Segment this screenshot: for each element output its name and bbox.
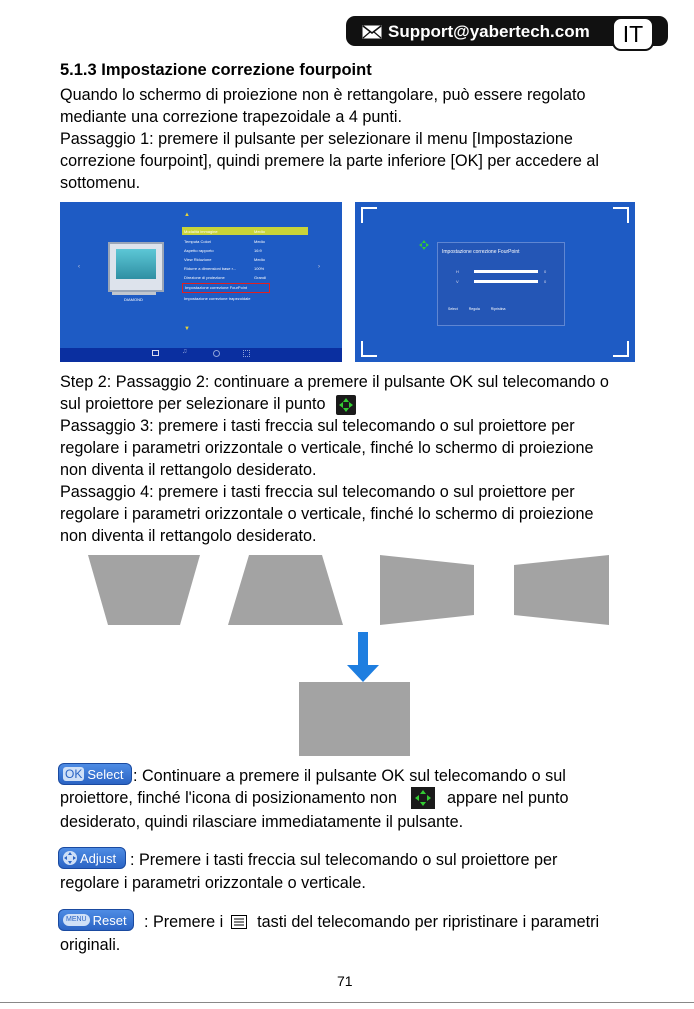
- corner-bottom-right: [613, 341, 629, 357]
- keystone-diagram: [0, 550, 694, 760]
- shape-trapezoid-narrow-left: [514, 555, 609, 625]
- down-arrow-icon[interactable]: ▼: [184, 326, 190, 332]
- arrow-shaft: [358, 632, 368, 667]
- menu-item-fourpoint[interactable]: Impostazione correzione FourPoint: [182, 283, 270, 293]
- shape-trapezoid-narrow-bottom: [88, 555, 200, 625]
- reset-label: Reset: [92, 912, 127, 928]
- h-slider[interactable]: [474, 270, 538, 273]
- shape-trapezoid-narrow-right: [380, 555, 474, 625]
- envelope-icon: [362, 25, 382, 39]
- dialog-footer: [448, 307, 505, 311]
- footer-select: Select: [448, 307, 458, 311]
- intro-line: Quando lo schermo di proiezione non è rettangolare, può essere regolato: [60, 86, 586, 104]
- intro-line: correzione fourpoint], quindi premere la parte inferiore [OK] per accedere al: [60, 152, 599, 170]
- intro-line: sottomenu.: [60, 174, 141, 192]
- step-line: Passaggio 3: premere i tasti freccia sul telecomando o sul proiettore per: [60, 417, 575, 435]
- footer-adjust: Regola: [468, 307, 480, 311]
- step-line: regolare i parametri orizzontale o verticale, finché lo schermo di proiezione: [60, 439, 594, 457]
- menu-item[interactable]: Modalità immagine Medio: [182, 227, 308, 235]
- music-icon[interactable]: ♫: [182, 348, 188, 355]
- select-desc-line3: desiderato, quindi rilasciare immediatamente il pulsante.: [60, 813, 464, 831]
- ok-key: OK: [65, 767, 83, 781]
- menu-key-label: MENU: [66, 916, 87, 923]
- language-badge: IT: [612, 17, 654, 51]
- step-line: [60, 393, 609, 415]
- step-line: Step 2: Passaggio 2: continuare a premere il pulsante OK sul telecomando o: [60, 373, 609, 391]
- right-arrow-icon[interactable]: ›: [318, 264, 320, 270]
- h-label: H: [456, 269, 459, 274]
- tv-image: [108, 242, 164, 292]
- up-arrow-icon[interactable]: ▲: [184, 212, 190, 218]
- intro-line: Passaggio 1: premere il pulsante per selezionare il menu [Impostazione: [60, 130, 573, 148]
- bottom-nav-bar: [60, 348, 342, 362]
- adjust-label: Adjust: [80, 850, 117, 866]
- fourpoint-screenshot: [355, 202, 635, 362]
- corner-bottom-left: [361, 341, 377, 357]
- adjust-desc-line2: regolare i parametri orizzontale o verticale.: [60, 874, 366, 892]
- v-label: V: [456, 279, 459, 284]
- grid-icon[interactable]: [243, 350, 250, 357]
- menu-list: Modalità immagine Medio Temputa Colori Medio Aspetto rapporto 16:9 View Riduzione Medio Ridurre a dimensioni base r... 100% Direzione di proiezione Grandi Impostazione correzione FourPoint Impostazione correzione trapezoidale: [182, 227, 312, 323]
- step-line: Passaggio 4: premere i tasti freccia sul telecomando o sul proiettore per: [60, 483, 575, 501]
- dpad-icon: [63, 851, 77, 865]
- shape-trapezoid-narrow-top: [228, 555, 343, 625]
- ok-select-button: [58, 763, 132, 785]
- down-arrow-icon: [347, 665, 379, 682]
- picture-icon[interactable]: [152, 350, 159, 356]
- step-line: regolare i parametri orizzontale o verticale, finché lo schermo di proiezione: [60, 505, 594, 523]
- support-email-text: Support@yabertech.com: [388, 22, 590, 41]
- position-icon: [336, 395, 356, 415]
- step-line: non diventa il rettangolo desiderato.: [60, 527, 317, 545]
- intro-paragraph: [60, 84, 599, 194]
- adjust-button: [58, 847, 126, 869]
- device-label: DIAMOND: [124, 297, 143, 302]
- corner-top-left: [361, 207, 377, 223]
- h-value: 0: [544, 269, 547, 274]
- page-number: 71: [337, 973, 353, 989]
- menu-icon: [231, 915, 247, 929]
- steps-block: [60, 371, 609, 547]
- adjust-desc-line1: : Premere i tasti freccia sul telecomando o sul proiettore per: [130, 851, 558, 869]
- select-desc-line1: : Continuare a premere il pulsante OK sul telecomando o sul: [133, 767, 566, 785]
- reset-desc-line2: originali.: [60, 936, 121, 954]
- footer-rule: [0, 1002, 694, 1003]
- v-value: 0: [544, 279, 547, 284]
- dialog-title: Impostazione correzione FourPoint: [442, 249, 520, 255]
- v-slider[interactable]: [474, 280, 538, 283]
- select-desc-line2: proiettore, finché l'icona di posizionamento non appare nel punto: [60, 789, 569, 807]
- menu-key: [63, 914, 90, 926]
- reset-desc-line1: : Premere i tasti del telecomando per ripristinare i parametri: [144, 913, 600, 931]
- corner-top-right: [613, 207, 629, 223]
- step-line: non diventa il rettangolo desiderato.: [60, 461, 317, 479]
- select-label: Select: [87, 766, 124, 782]
- position-icon: [411, 787, 435, 809]
- support-email: [362, 22, 590, 42]
- position-marker-icon: [419, 237, 429, 247]
- left-arrow-icon[interactable]: ‹: [78, 264, 80, 270]
- shape-rectangle: [299, 682, 410, 756]
- settings-icon[interactable]: [213, 350, 220, 357]
- intro-line: mediante una correzione trapezoidale a 4 punti.: [60, 108, 402, 126]
- reset-button: [58, 909, 134, 931]
- menu-screenshot: [60, 202, 342, 362]
- section-heading: 5.1.3 Impostazione correzione fourpoint: [60, 61, 372, 79]
- step-line-text: sul proiettore per selezionare il punto: [60, 395, 326, 413]
- fourpoint-dialog: [437, 242, 565, 326]
- footer-reset: Ripristina: [490, 307, 506, 311]
